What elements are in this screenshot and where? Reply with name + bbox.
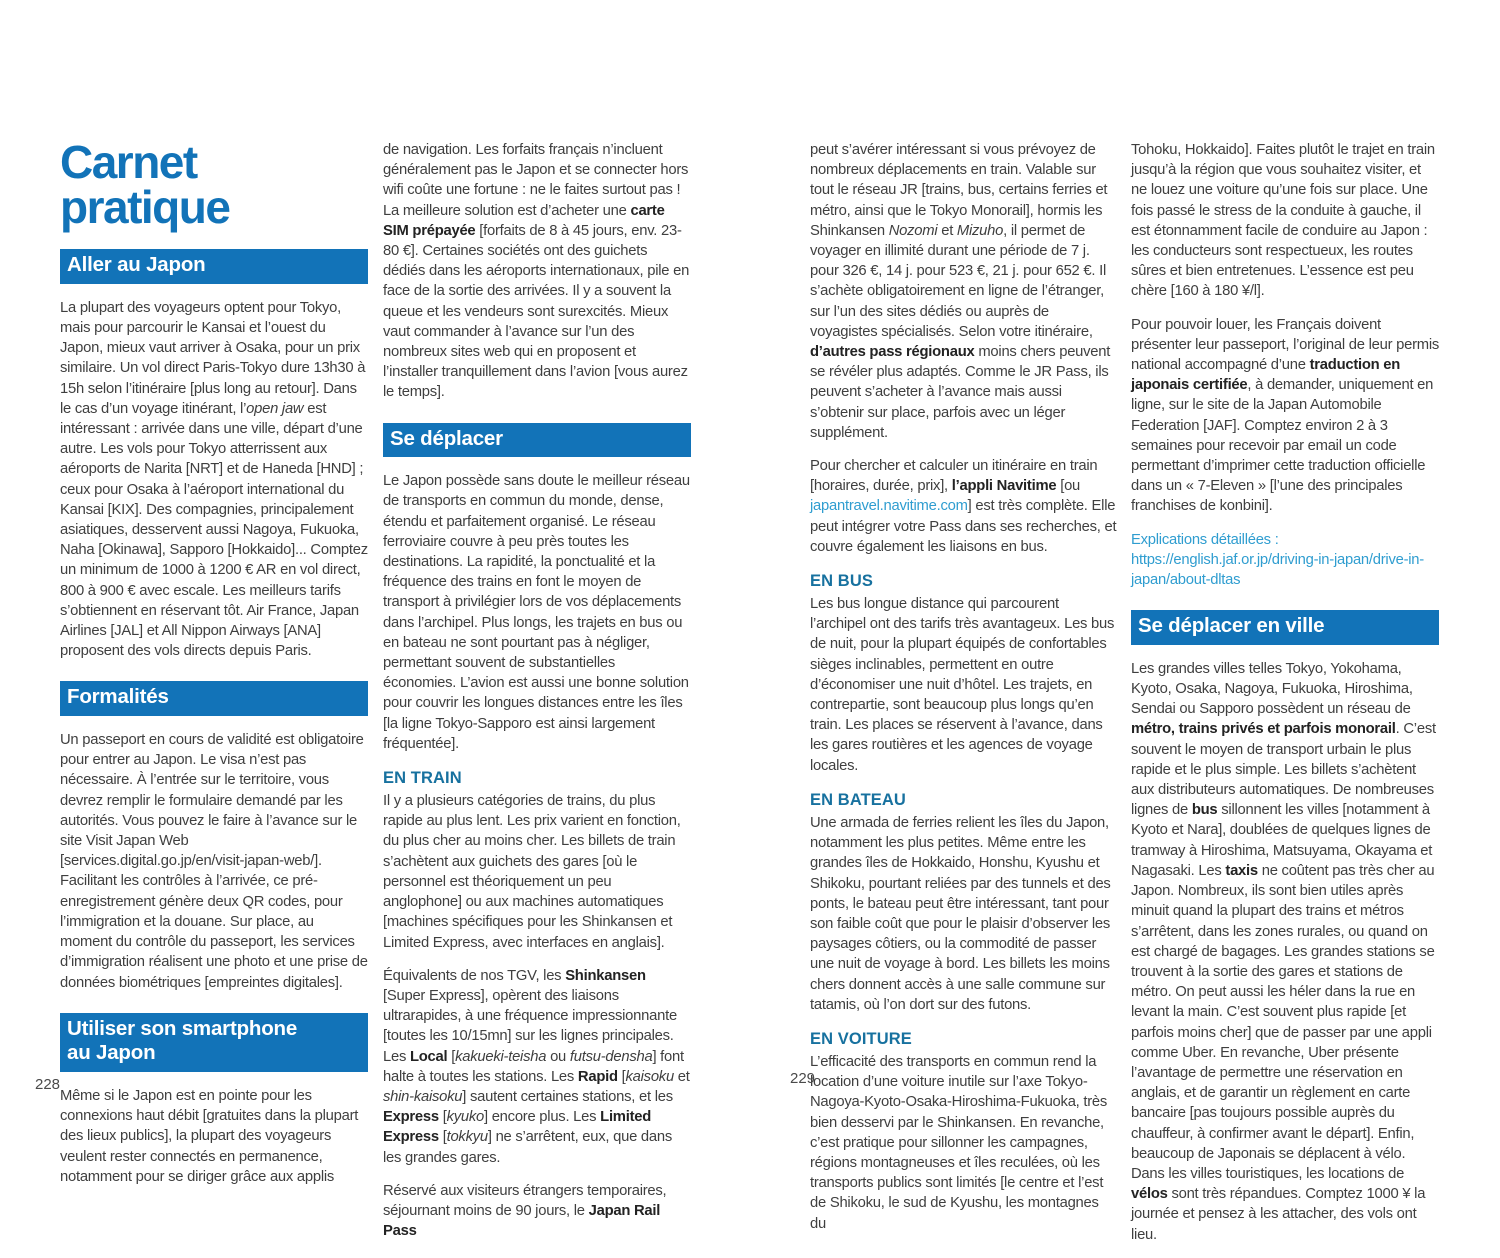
- bold-text: métro, trains privés et parfois monorail: [1131, 721, 1396, 738]
- sub-heading: EN BUS: [810, 572, 873, 591]
- italic-text: kaisoku: [625, 1068, 674, 1085]
- body-text: [: [617, 1068, 626, 1085]
- body-text: [Super Express], opèrent des liaisons ultrarapides, à une fréquence impressionnante [toutes les 10/15mn] sur les lignes principales. Les: [383, 987, 677, 1065]
- paragraph: [60, 298, 368, 662]
- italic-text: futsu-densha: [569, 1048, 653, 1065]
- italic-text: tokkyu: [446, 1129, 488, 1146]
- body-text: , il permet de voyager en illimité durant une période de 7 j. pour 326 €, 14 j. pour 523 €, 21 j. pour 652 €. Il s’achète obligatoirement en ligne de l’étranger, sur l’un des sites dédiés ou auprès de voyagistes spécialisés. Selon votre itinéraire,: [810, 222, 1106, 340]
- page-number-right: 229: [790, 1070, 816, 1087]
- body-text: Pour pouvoir louer, les Français doivent présenter leur passeport, l’original de leur permis national accompagné d’une: [1131, 316, 1440, 374]
- bold-text: Local: [409, 1048, 448, 1065]
- body-text: ] sautent certaines stations, et les: [462, 1088, 673, 1105]
- bold-text: Shinkansen: [565, 967, 646, 984]
- body-text: peut s’avérer intéressant si vous prévoyez de nombreux déplacements en train. Valable sur tout le réseau JR [trains, bus, certains ferries et métro, ainsi que le Tokyo Monorail], hormis les Shinkansen: [810, 142, 1108, 239]
- body-text: Les grandes villes telles Tokyo, Yokohama, Kyoto, Osaka, Nagoya, Fukuoka, Hiroshima, Sendai ou Sapporo possèdent un réseau de: [1131, 660, 1413, 718]
- body-text: . C’est souvent le moyen de transport urbain le plus rapide et le plus simple. Les billets s’achètent aux distributeurs automatiques. De nombreuses lignes de: [1131, 721, 1436, 819]
- body-text: [: [447, 1048, 456, 1065]
- bold-text: Express: [383, 1109, 439, 1126]
- body-text: [forfaits de 8 à 45 jours, env. 23-80 €]. Certaines sociétés ont des guichets dédiés dans les aéroports internationaux, pile en face de la sortie des arrivées. Il y a souvent la queue et les vendeurs sont surexcités. Mieux vaut commander à l’avance sur l’un des nombreux sites web qui en proposent et l’installer tranquillement dans l’avion [vous aurez le temps].: [383, 222, 690, 401]
- italic-text: open jaw: [246, 400, 304, 417]
- paragraph: [383, 791, 691, 953]
- bold-text: Limited Express: [383, 1109, 652, 1146]
- paragraph: [810, 140, 1118, 443]
- paragraph: [383, 140, 691, 403]
- bold-text: Rapid: [577, 1068, 618, 1085]
- body-text: ne coûtent pas très cher au Japon. Nombreux, ils sont bien utiles après minuit quand la plupart des trains et métros s’arrêtent, dans les zones rurales, ou quand on est chargé de bagages. Les grandes stations se trouvent à la sortie des gares et stations de métro. On peut aussi les héler dans la rue en levant la main. C’est souvent plus rapide [et parfois moins cher] que de passer par une appli comme Uber. En revanche, Uber présente l’avantage de permettre une réservation en anglais, et de garantir un règlement en carte bancaire [pas toujours possible auprès du chauffeur, à confirmer avant le départ]. Enfin, beaucoup de Japonais se déplacent à vélo. Dans les villes touristiques, les locations de: [1131, 862, 1435, 1182]
- bold-text: d’autres pass régionaux: [810, 344, 975, 361]
- paragraph: [1131, 530, 1439, 591]
- bold-text: taxis: [1225, 862, 1258, 879]
- body-text: Réservé aux visiteurs étrangers temporaires, séjournant moins de 90 jours, le: [383, 1182, 667, 1219]
- body-text: Les bus longue distance qui parcourent l’archipel ont des tarifs très avantageux. Les bus de nuit, pour la plupart équipés de confortables sièges inclinables, permettent en outre d’économiser une nuit d’hôtel. Les trajets, en contrepartie, sont beaucoup plus longs qu’en train. Les places se réservent à l’avance, dans les gares routières et les agences de voyage locales.: [810, 596, 1115, 774]
- body-text: Équivalents de nos TGV, les: [383, 967, 566, 984]
- paragraph: [383, 966, 691, 1168]
- body-text: , à demander, uniquement en ligne, sur le site de la Japan Automobile Federation [JAF]. Comptez environ 2 à 3 semaines pour recevoir par email un code permettant d’imprimer cette traduction officielle dans un « 7-Eleven » [l’une des principales franchises de konbini].: [1131, 377, 1434, 515]
- paragraph: [383, 1181, 691, 1242]
- italic-text: shin-kaisoku: [383, 1088, 463, 1105]
- paragraph: [1131, 315, 1439, 517]
- body-text: de navigation. Les forfaits français n’incluent généralement pas le Japon et se connecter hors wifi coûte une fortune : ne le faites surtout pas ! La meilleure solution est d’acheter une: [383, 142, 689, 219]
- body-text: [: [438, 1109, 447, 1126]
- sub-heading: EN BATEAU: [810, 790, 906, 809]
- column-4: [1131, 140, 1439, 1258]
- bold-text: traduction en japonais certifiée: [1131, 357, 1401, 394]
- section-header: Utiliser son smartphone au Japon: [60, 1013, 368, 1072]
- paragraph: [810, 1052, 1118, 1234]
- body-text: ] ne s’arrêtent, eux, que dans les grandes gares.: [383, 1129, 673, 1166]
- body-text: ] est très complète. Elle peut intégrer votre Pass dans ses recherches, et couvre également les liaisons en bus.: [810, 498, 1117, 555]
- body-text: ] font halte à toutes les stations. Les: [383, 1048, 684, 1085]
- body-text: Même si le Japon est en pointe pour les connexions haut débit [gratuites dans la plupart des lieux publics], la plupart des voyageurs veulent rester connectés en permanence, notamment pour se diriger grâce aux applis: [60, 1087, 359, 1185]
- page-title: Carnet pratique: [60, 136, 230, 233]
- column-1: [60, 136, 368, 1200]
- bold-text: vélos: [1131, 1186, 1168, 1203]
- paragraph: [810, 594, 1118, 776]
- paragraph: [1131, 140, 1439, 302]
- body-text: sont très répandues. Comptez 1000 ¥ la journée et pensez à les attacher, des vols ont lieu.: [1131, 1186, 1426, 1243]
- body-text: L’efficacité des transports en commun rend la location d’une voiture inutile sur l’axe Tokyo-Nagoya-Kyoto-Osaka-Hiroshima-Fukuoka, très bien desservi par le Shinkansen. En revanche, c’est pratique pour sillonner les campagnes, régions montagneuses et îles reculées, où les transports publics sont limités [le centre et l’est de Shikoku, le sud de Kyushu, les montagnes du: [810, 1053, 1108, 1232]
- body-text: sillonnent les villes [notamment à Kyoto et Nara], doublées de quelques lignes de tramway à Hiroshima, Matsuyama, Okayama et Nagasaki. Les: [1131, 802, 1433, 879]
- body-text: Il y a plusieurs catégories de trains, du plus rapide au plus lent. Les prix varient en fonction, du plus cher au moins cher. Les billets de train s’achètent aux guichets des gares [où le personnel est théoriquement un peu anglophone] ou aux machines automatiques [machines spécifiques pour les Shinkansen et Limited Express, avec interfaces en anglais].: [383, 793, 681, 951]
- body-text: est intéressant : arrivée dans une ville, départ d’une autre. Les vols pour Tokyo atterrissent aux aéroports de Narita [NRT] et de Haneda [HND] ; ceux pour Osaka à l’aéroport international du Kansai [KIX]. Des compagnies, principalement asiatiques, desservent aussi Nagoya, Fukuoka, Naha [Okinawa], Sapporo [Hokkaido]... Comptez un minimum de 1000 à 1200 € AR en vol direct, 800 à 900 € avec escale. Les meilleurs tarifs s’obtiennent en réservant tôt. Air France, Japan Airlines [JAL] et All Nippon Airways [ANA] proposent des vols directs depuis Paris.: [60, 400, 368, 660]
- body-text: ] encore plus. Les: [483, 1109, 601, 1126]
- paragraph: [383, 471, 691, 754]
- sub-heading: EN VOITURE: [810, 1029, 912, 1048]
- body-text: La plupart des voyageurs optent pour Tokyo, mais pour parcourir le Kansai et l’ouest du Japon, mieux vaut arriver à Osaka, pour un prix similaire. Un vol direct Paris-Tokyo dure 13h30 à 15h selon l’itinéraire [plus long au retour]. Dans le cas d’un voyage itinérant, l’: [60, 299, 366, 417]
- body-text: [: [438, 1129, 447, 1146]
- body-text: Un passeport en cours de validité est obligatoire pour entrer au Japon. Le visa n’est pas nécessaire. À l’entrée sur le territoire, vous devrez remplir le formulaire demandé par les autorités. Vous pouvez le faire à l’avance sur le site Visit Japan Web [services.digital.go.jp/en/visit-japan-web/]. Facilitant les contrôles à l’arrivée, ce pré-enregistrement génère deux QR codes, pour l’immigration et la douane. Sur place, au moment du contrôle du passeport, les services d’immigration réalisent une photo et une prise de données biométriques [empreintes digitales].: [60, 732, 368, 991]
- paragraph: [1131, 659, 1439, 1245]
- bold-text: carte SIM prépayée: [383, 202, 665, 239]
- column-2: [383, 140, 691, 1254]
- link[interactable]: japantravel.navitime.com: [810, 498, 968, 515]
- body-text: moins chers peuvent se révéler plus adaptés. Comme le JR Pass, ils peuvent s’acheter à l’avance mais aussi s’obtenir sur place, parfois avec un léger supplément.: [810, 344, 1111, 441]
- body-text: Le Japon possède sans doute le meilleur réseau de transports en commun du monde, dense, étendu et parfaitement organisé. Le réseau ferroviaire couvre à peu près toutes les destinations. La rapidité, la ponctualité et la fréquence des trains en font le moyen de transport à privilégier lors de vos déplacements dans l’archipel. Plus longs, les trajets en bus ou en bateau ne sont pourtant pas à négliger, permettant souvent de substantielles économies. L’avion est aussi une bonne solution pour couvrir les longues distances entre les îles [la ligne Tokyo-Sapporo est ainsi largement fréquentée].: [383, 473, 690, 752]
- paragraph: [810, 813, 1118, 1015]
- body-text: Une armada de ferries relient les îles du Japon, notamment les plus petites. Même entre les grandes îles de Hokkaido, Honshu, Kyushu et Shikoku, pourtant reliées par des tunnels et des ponts, le bateau peut être intéressant, tant pour son faible coût que pour le plaisir d’observer les paysages côtiers, ou la commodité de passer une nuit de voyage à bord. Les billets les moins chers donnent accès à une salle commune sur tatamis, où l’on dort sur des futons.: [810, 814, 1111, 1013]
- body-text: [ou: [1056, 478, 1081, 495]
- italic-text: kakueki-teisha: [455, 1048, 547, 1065]
- paragraph: [60, 1086, 368, 1187]
- body-text: et: [673, 1068, 690, 1085]
- sub-heading: EN TRAIN: [383, 769, 462, 788]
- paragraph: [810, 456, 1118, 557]
- bold-text: bus: [1191, 802, 1218, 819]
- italic-text: Nozomi: [888, 222, 938, 239]
- bold-text: Japan Rail Pass: [383, 1202, 661, 1240]
- italic-text: Mizuho: [956, 222, 1004, 239]
- body-text: Pour chercher et calculer un itinéraire en train [horaires, durée, prix],: [810, 458, 1098, 495]
- section-header: Formalités: [60, 681, 368, 716]
- body-text: Tohoku, Hokkaido]. Faites plutôt le trajet en train jusqu’à la région que vous souhaitez visiter, et ne louez une voiture qu’une fois sur place. Une fois passé le stress de la conduite à gauche, il est étonnamment facile de conduire au Japon : les conducteurs sont respectueux, les routes sûres et bien entretenues. L’essence est peu chère [160 à 180 ¥/l].: [1131, 142, 1435, 300]
- section-header: Aller au Japon: [60, 249, 368, 284]
- link[interactable]: Explications détaillées : https://english.jaf.or.jp/driving-in-japan/drive-in-japan/about-dltas: [1131, 531, 1424, 589]
- page-number-left: 228: [35, 1076, 61, 1093]
- body-text: ou: [546, 1048, 570, 1065]
- bold-text: l’appli Navitime: [951, 478, 1057, 495]
- column-3: [810, 140, 1118, 1247]
- paragraph: [60, 730, 368, 993]
- section-header: Se déplacer en ville: [1131, 610, 1439, 645]
- body-text: et: [937, 222, 957, 239]
- italic-text: kyuko: [446, 1109, 484, 1126]
- section-header: Se déplacer: [383, 423, 691, 458]
